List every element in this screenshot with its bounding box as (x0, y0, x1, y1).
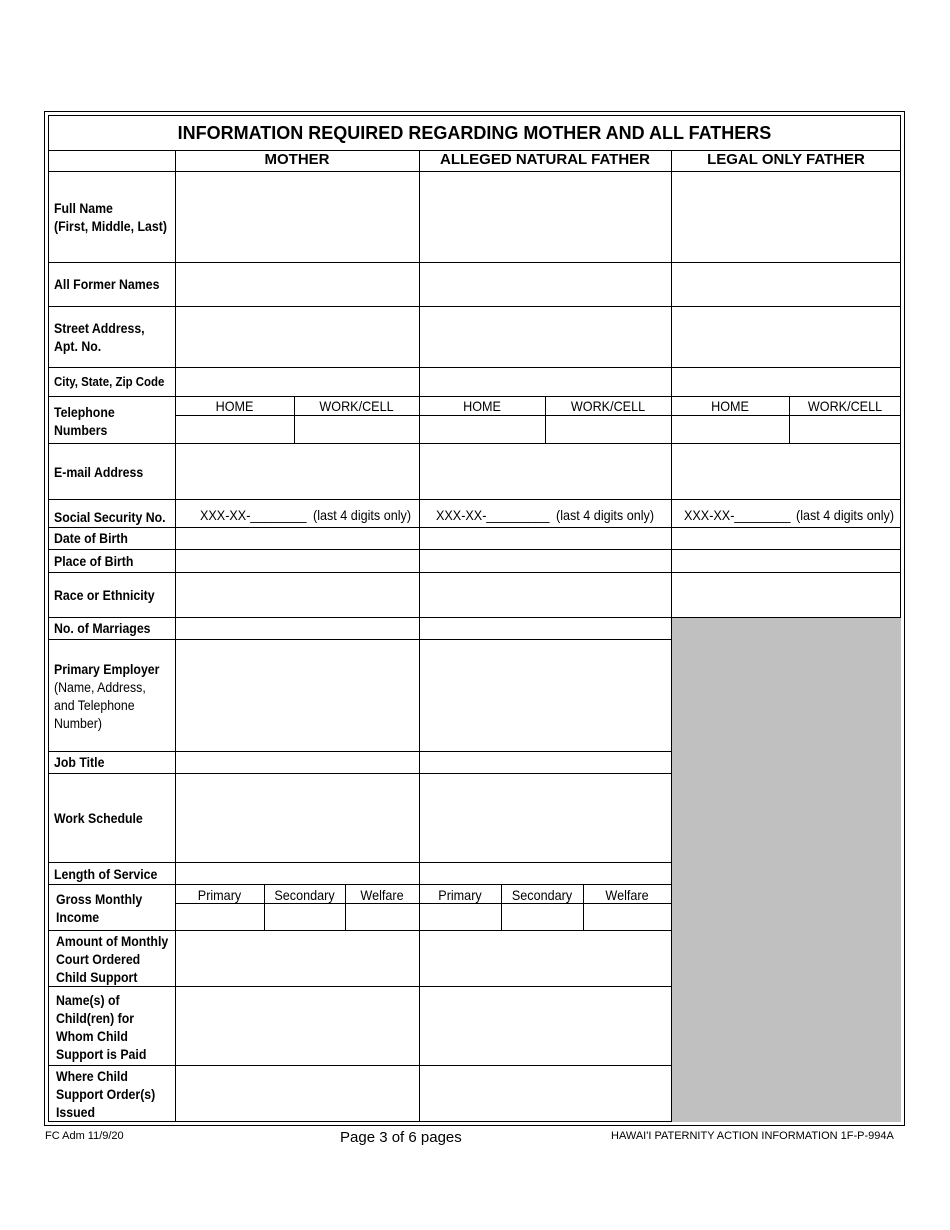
form-title: INFORMATION REQUIRED REGARDING MOTHER AND ALL FATHERS (177, 123, 772, 143)
label-pob: Place of Birth (54, 553, 134, 569)
mother-home-phone-field[interactable] (176, 416, 293, 442)
footer-form-title: HAWAI'I PATERNITY ACTION INFORMATION 1F-P-994A (611, 1130, 894, 1142)
column-header-mother: MOTHER (264, 151, 330, 168)
income-subdivider (501, 884, 502, 930)
income-secondary-header: Secondary (274, 887, 335, 903)
label-job-title: Job Title (54, 754, 105, 770)
income-subdivider (345, 884, 346, 930)
row-divider (48, 884, 672, 885)
phone-home-header: HOME (711, 398, 749, 414)
label-work-schedule: Work Schedule (54, 810, 143, 826)
phone-home-header: HOME (215, 398, 254, 414)
label-length-service: Length of Service (54, 866, 158, 882)
ssn-hint: (last 4 digits only) (556, 507, 655, 523)
income-secondary-header: Secondary (511, 887, 573, 903)
mother-ssn-field[interactable]: XXX-XX-________ (200, 507, 307, 523)
row-divider (48, 639, 672, 640)
not-applicable-shading (672, 618, 901, 1122)
mother-email-field[interactable] (176, 444, 418, 498)
label-gross-income: Gross Monthly Income (56, 891, 143, 925)
mother-former-names-field[interactable] (176, 263, 418, 305)
income-subdivider (264, 884, 265, 930)
row-divider (48, 986, 672, 987)
mother-full-name-field[interactable] (176, 172, 418, 261)
label-race: Race or Ethnicity (54, 587, 155, 603)
phone-work-header: WORK/CELL (319, 398, 394, 414)
label-marriages: No. of Marriages (54, 620, 151, 636)
legal-ssn-field[interactable]: XXX-XX-________ (684, 507, 791, 523)
label-support-order: Where Child Support Order(s) Issued (56, 1068, 156, 1120)
column-header-legal-father: LEGAL ONLY FATHER (707, 151, 865, 168)
phone-work-header: WORK/CELL (570, 398, 646, 414)
income-primary-header: Primary (438, 887, 482, 903)
label-city-state-zip: City, State, Zip Code (54, 374, 165, 389)
label-dob: Date of Birth (54, 530, 128, 546)
alleged-email-field[interactable] (420, 444, 670, 498)
ssn-hint: (last 4 digits only) (796, 507, 895, 523)
legal-work-phone-field[interactable] (790, 416, 900, 442)
row-divider (48, 1065, 672, 1066)
footer-form-code: FC Adm 11/9/20 (45, 1130, 124, 1142)
label-ssn: Social Security No. (54, 509, 166, 525)
label-telephone: Telephone Numbers (54, 404, 115, 438)
alleged-former-names-field[interactable] (420, 263, 670, 305)
mother-work-phone-field[interactable] (295, 416, 418, 442)
label-email: E-mail Address (54, 464, 144, 480)
income-welfare-header: Welfare (360, 887, 404, 903)
income-subdivider (583, 884, 584, 930)
column-header-alleged-father: ALLEGED NATURAL FATHER (440, 151, 650, 168)
label-children-names: Name(s) of Child(ren) for Whom Child Support is Paid (56, 992, 147, 1062)
phone-home-header: HOME (463, 398, 501, 414)
row-divider (48, 862, 672, 863)
label-full-name: Full Name (First, Middle, Last) (54, 200, 167, 234)
legal-email-field[interactable] (672, 444, 900, 498)
row-divider (175, 903, 672, 904)
alleged-full-name-field[interactable] (420, 172, 670, 261)
income-primary-header: Primary (197, 887, 242, 903)
label-street-address: Street Address, Apt. No. (54, 320, 145, 354)
legal-home-phone-field[interactable] (672, 416, 788, 442)
footer-page-number: Page 3 of 6 pages (340, 1129, 462, 1146)
label-court-support: Amount of Monthly Court Ordered Child Support (56, 933, 169, 985)
legal-former-names-field[interactable] (672, 263, 900, 305)
phone-work-header: WORK/CELL (807, 398, 883, 414)
income-welfare-header: Welfare (605, 887, 649, 903)
alleged-home-phone-field[interactable] (420, 416, 544, 442)
row-divider (48, 930, 672, 931)
label-former-names: All Former Names (54, 276, 160, 292)
row-divider (48, 751, 672, 752)
legal-full-name-field[interactable] (672, 172, 900, 261)
alleged-work-phone-field[interactable] (546, 416, 670, 442)
label-employer: Primary Employer (Name, Address, and Telephone Number) (54, 661, 160, 731)
row-divider (48, 773, 672, 774)
ssn-hint: (last 4 digits only) (313, 507, 412, 523)
alleged-ssn-field[interactable]: XXX-XX-_________ (436, 507, 550, 523)
